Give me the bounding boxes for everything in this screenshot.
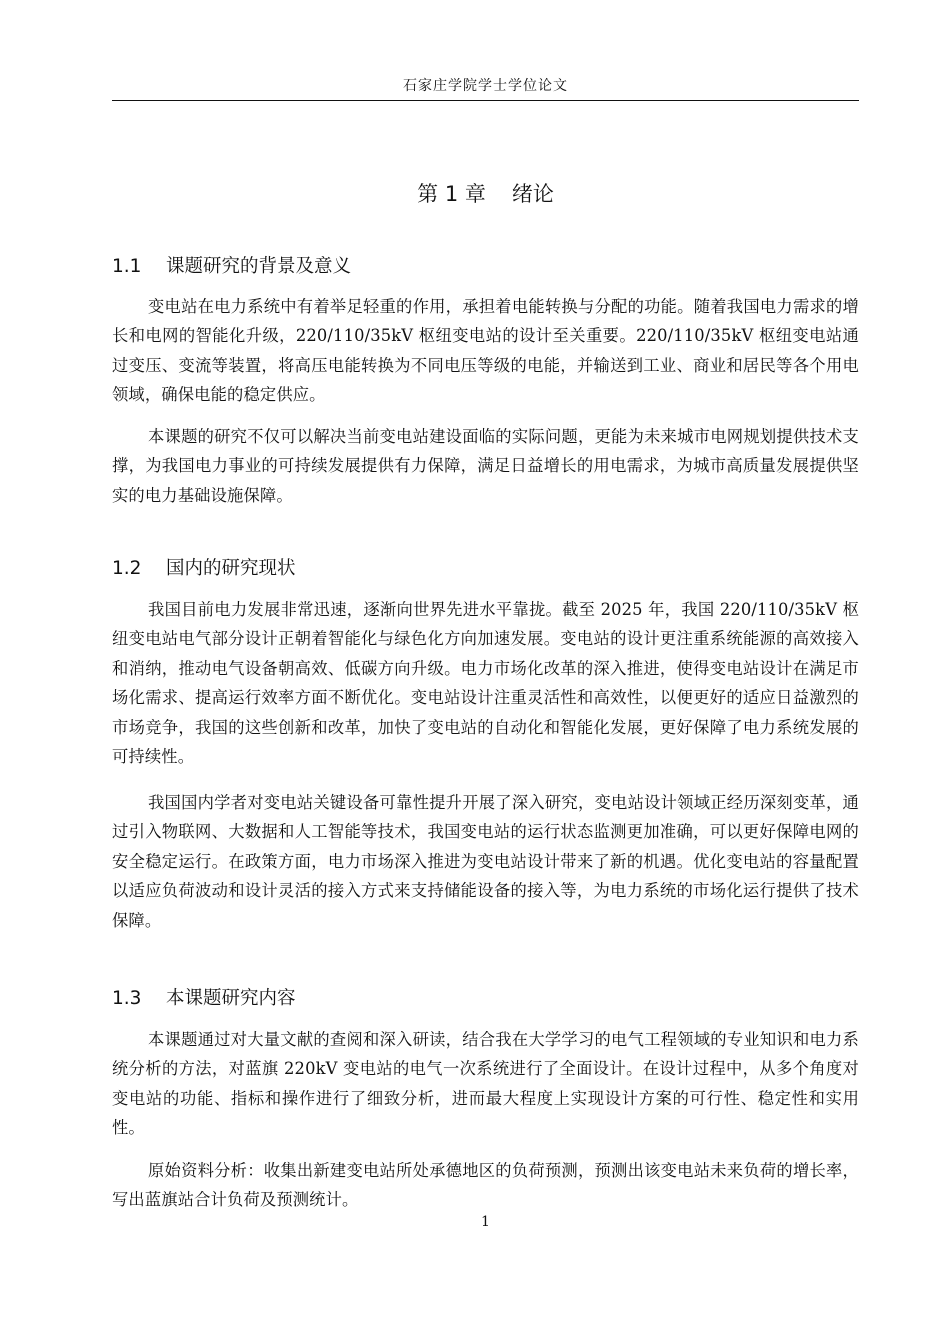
paragraph-1-3-a: 本课题通过对大量文献的查阅和深入研读，结合我在大学学习的电气工程领域的专业知识和电力系统分析的方法，对蓝旗 220kV 变电站的电气一次系统进行了全面设计。在设计过程中，从多个角度对变电站的功能、指标和操作进行了细致分析，进而最大程度上实现设计方案的可行性、稳定性和实用性。 bbox=[112, 1030, 859, 1138]
paragraph-1-1-a: 变电站在电力系统中有着举足轻重的作用，承担着电能转换与分配的功能。随着我国电力需求的增长和电网的智能化升级，220/110/35kV 枢纽变电站的设计至关重要。220/110/35kV 枢纽变电站通过变压、变流等装置，将高压电能转换为不同电压等级的电能，并输送到工业、商业和居民等各个用电领域，确保电能的稳定供应。 bbox=[112, 297, 859, 405]
header-divider bbox=[112, 100, 859, 101]
section-title: 本课题研究内容 bbox=[166, 988, 296, 1009]
section-title: 课题研究的背景及意义 bbox=[166, 256, 352, 277]
chapter-title bbox=[112, 178, 859, 210]
paragraph-1-3-b: 原始资料分析：收集出新建变电站所处承德地区的负荷预测，预测出该变电站未来负荷的增长率，写出蓝旗站合计负荷及预测统计。 bbox=[112, 1161, 859, 1210]
section-heading-1-2 bbox=[112, 555, 859, 583]
paragraph-1-2-a: 我国目前电力发展非常迅速，逐渐向世界先进水平靠拢。截至 2025 年，我国 220/110/35kV 枢纽变电站电气部分设计正朝着智能化与绿色化方向加速发展。变电站的设计更注重系统能源的高效接入和消纳，推动电气设备朝高效、低碳方向升级。电力市场化改革的深入推进，使得变电站设计在满足市场化需求、提高运行效率方面不断优化。变电站设计注重灵活性和高效性，以便更好的适应日益激烈的市场竞争，我国的这些创新和改革，加快了变电站的自动化和智能化发展，更好保障了电力系统发展的可持续性。 bbox=[112, 600, 859, 767]
section-heading-1-1 bbox=[112, 253, 859, 281]
section-number: 1.3 bbox=[112, 988, 142, 1009]
page-number: 1 bbox=[481, 1214, 490, 1230]
paragraph-1-2-b: 我国国内学者对变电站关键设备可靠性提升开展了深入研究，变电站设计领域正经历深刻变革，通过引入物联网、大数据和人工智能等技术，我国变电站的运行状态监测更加准确，可以更好保障电网的安全稳定运行。在政策方面，电力市场深入推进为变电站设计带来了新的机遇。优化变电站的容量配置以适应负荷波动和设计灵活的接入方式来支持储能设备的接入等，为电力系统的市场化运行提供了技术保障。 bbox=[112, 793, 859, 930]
section-title: 国内的研究现状 bbox=[166, 558, 296, 579]
running-header: 石家庄学院学士学位论文 bbox=[403, 78, 568, 94]
section-number: 1.2 bbox=[112, 558, 142, 579]
section-heading-1-3 bbox=[112, 985, 859, 1013]
chapter-name: 绪论 bbox=[511, 182, 554, 206]
paragraph-1-1-b: 本课题的研究不仅可以解决当前变电站建设面临的实际问题，更能为未来城市电网规划提供技术支撑，为我国电力事业的可持续发展提供有力保障，满足日益增长的用电需求，为城市高质量发展提供坚实的电力基础设施保障。 bbox=[112, 427, 859, 505]
chapter-label: 第 1 章 bbox=[417, 182, 486, 206]
section-number: 1.1 bbox=[112, 256, 142, 277]
